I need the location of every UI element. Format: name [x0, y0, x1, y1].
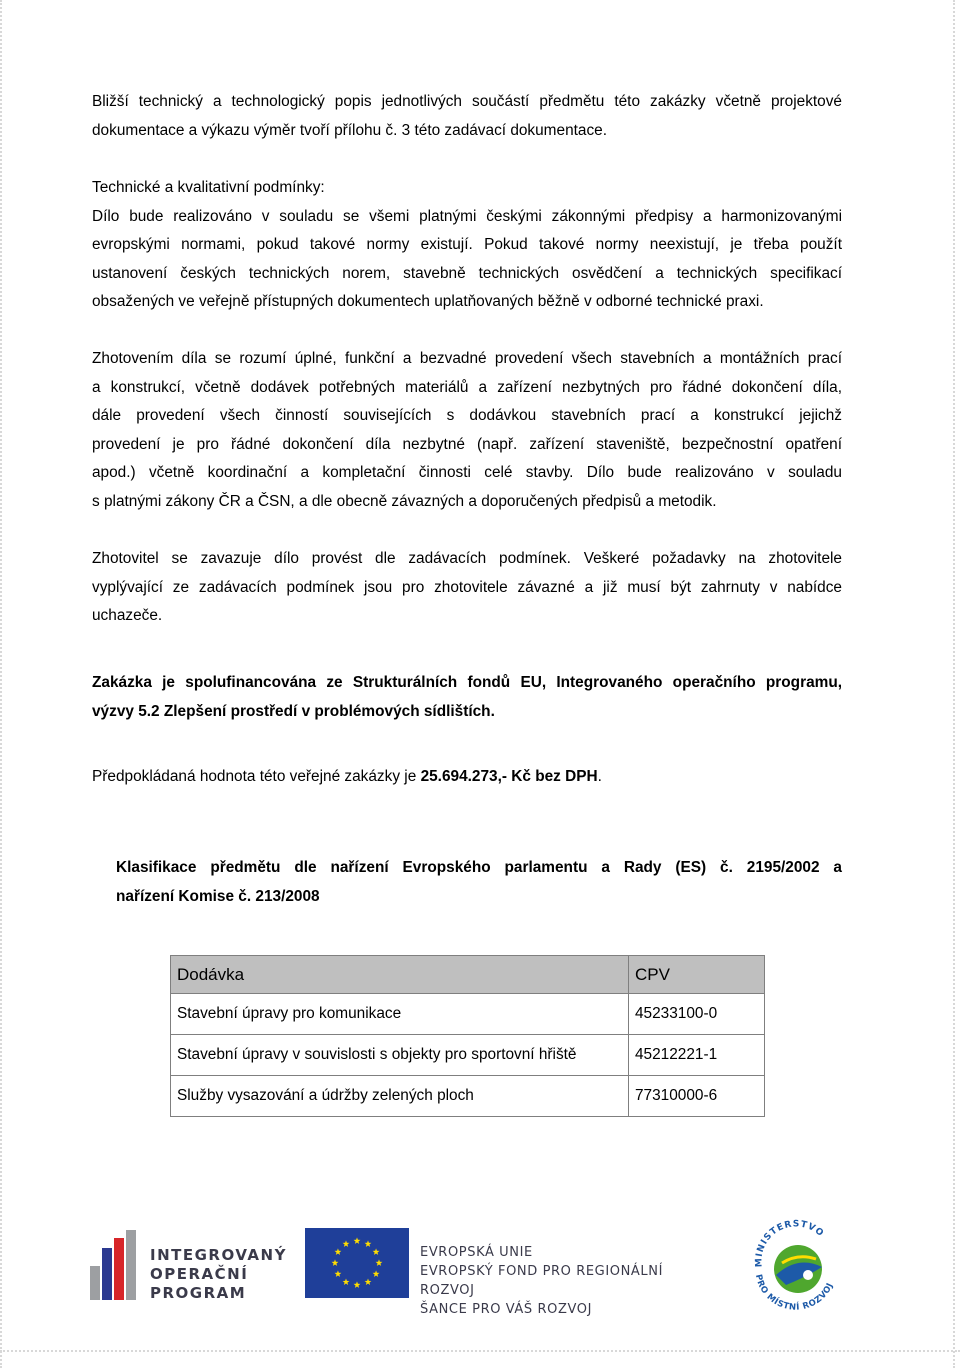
text-line: dále provedení všech činností souvisejících s dodávkou stavebních prací a konstrukcí jejichž: [92, 407, 842, 425]
mmr-top-label: MINISTERSTVO: [754, 1219, 826, 1268]
text-line: uchazeče.: [92, 607, 163, 625]
table-header-row: [171, 956, 765, 994]
column-header-supply: Dodávka: [171, 956, 629, 994]
eu-line: ŠANCE PRO VÁŠ ROZVOJ: [420, 1302, 593, 1317]
paragraph-estimated-value: [92, 763, 842, 792]
eu-flag-icon: [305, 1228, 409, 1298]
text-line: ustanovení českých technických norem, stavebně technických osvědčení a technických specifikací: [92, 264, 842, 282]
footer-logos: [90, 1219, 850, 1335]
mmr-emblem-icon: [746, 1215, 846, 1315]
text-line: evropskými normami, pokud takové normy existují. Pokud takové normy neexistují, je třeba použít: [92, 236, 842, 254]
eu-logo: [305, 1225, 720, 1317]
text-line: a konstrukcí, včetně dodávek potřebných materiálů a zařízení nezbytných pro řádné dokončení díla,: [92, 378, 842, 396]
eu-line: EVROPSKÝ FOND PRO REGIONÁLNÍ ROZVOJ: [420, 1264, 664, 1298]
iop-bars-icon: [90, 1230, 138, 1300]
cell-supply: Služby vysazování a údržby zelených ploch: [171, 1076, 629, 1117]
text-line: Zakázka je spolufinancována ze Strukturálních fondů EU, Integrovaného operačního programu,: [92, 674, 842, 691]
cell-cpv: 77310000-6: [629, 1076, 765, 1117]
table-row: [171, 1035, 765, 1076]
text-line: Zhotovením díla se rozumí úplné, funkční a bezvadné provedení všech stavebních a montážních prací: [92, 350, 842, 367]
iop-line: INTEGROVANÝ: [150, 1246, 287, 1264]
page-border-bottom: [0, 1350, 960, 1352]
table-row: [171, 1076, 765, 1117]
page-border-left: [0, 0, 2, 1368]
cell-supply: Stavební úpravy pro komunikace: [171, 994, 629, 1035]
mmr-logo: [746, 1215, 846, 1315]
text-line: apod.) včetně koordinační a kompletační činnosti celé stavby. Dílo bude realizováno v souladu: [92, 464, 842, 482]
text-line: výzvy 5.2 Zlepšení prostředí v problémových sídlištích.: [92, 702, 495, 720]
mmr-bottom-label: PRO MÍSTNÍ ROZVOJ: [752, 1273, 836, 1313]
estimated-value-prefix: Předpokládaná hodnota této veřejné zakázky je: [92, 768, 421, 785]
section-heading: Technické a kvalitativní podmínky:: [92, 179, 325, 196]
cell-cpv: 45233100-0: [629, 994, 765, 1035]
estimated-value: 25.694.273,- Kč bez DPH: [420, 768, 598, 785]
paragraph-technical-description: [92, 88, 842, 145]
paragraph-classification: [116, 854, 842, 911]
iop-line: PROGRAM: [150, 1284, 247, 1302]
eu-line: EVROPSKÁ UNIE: [420, 1245, 533, 1260]
text-line: Zhotovitel se zavazuje dílo provést dle zadávacích podmínek. Veškeré požadavky na zhotovitele: [92, 550, 842, 567]
text-line: provedení je pro řádné dokončení díla nezbytné (např. zařízení staveniště, bezpečnostní opatření: [92, 435, 842, 453]
column-header-cpv: CPV: [629, 956, 765, 994]
table-row: [171, 994, 765, 1035]
paragraph-contractor-obligation: [92, 545, 842, 631]
text-line: dokumentace a výkazu výměr tvoří přílohu č. 3 této zadávací dokumentace.: [92, 121, 607, 139]
text-line: vyplývající ze zadávacích podmínek jsou pro zhotovitele závazné a již musí být zahrnuty v nabídce: [92, 578, 842, 596]
iop-line: OPERAČNÍ: [150, 1265, 249, 1283]
paragraph-funding: [92, 669, 842, 726]
cell-cpv: 45212221-1: [629, 1035, 765, 1076]
text-line: Dílo bude realizováno v souladu se všemi platnými českými zákonnými předpisy a harmonizovanými: [92, 207, 842, 225]
iop-logo: [90, 1230, 287, 1302]
text-line: Klasifikace předmětu dle nařízení Evropského parlamentu a Rady (ES) č. 2195/2002 a: [116, 859, 842, 876]
cpv-table: [170, 955, 765, 1117]
page-border-right: [953, 0, 955, 1368]
text-line: obsažených ve veřejně přístupných dokumentech uplatňovaných běžně v odborné technické praxi.: [92, 293, 764, 311]
text-line: s platnými zákony ČR a ČSN, a dle obecně závazných a doporučených předpisů a metodik.: [92, 492, 717, 510]
cell-supply: Stavební úpravy v souvislosti s objekty pro sportovní hřiště: [171, 1035, 629, 1076]
paragraph-work-scope: [92, 345, 842, 517]
text-line: nařízení Komise č. 213/2008: [116, 887, 320, 905]
estimated-value-suffix: .: [597, 768, 602, 785]
text-line: Bližší technický a technologický popis jednotlivých součástí předmětu této zakázky včetně projektové: [92, 93, 842, 110]
paragraph-technical-conditions: [92, 174, 842, 317]
